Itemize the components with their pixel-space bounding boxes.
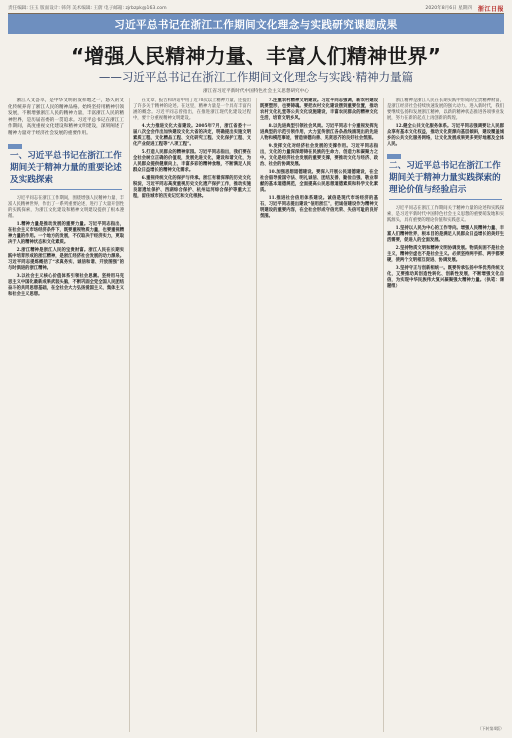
article-body — [8, 98, 504, 732]
main-headline: “增强人民精神力量、丰富人们精神世界” — [70, 44, 442, 68]
section-title: 二、习近平总书记在浙江工作期间关于精神力量实践探索的理论价值与经验启示 — [389, 161, 501, 195]
paragraph: 4.大力推进文化大省建设。2005年7月，浙江省委十一届八次全会作出加快建设文化大省的决定，明确提出实施文明素质工程、文化精品工程、文化研究工程、文化保护工程、文化产业促进工程等“八项工程”。 — [133, 124, 251, 147]
section-rule — [10, 189, 122, 190]
paragraph: 3.坚持守正与创新相统一。既要传承弘扬中华优秀传统文化，又要推动其创造性转化、创新性发展，不断增强文化自信，为实现中华民族伟大复兴凝聚强大精神力量。（执笔：课题组） — [387, 266, 504, 289]
paragraph: 浙江精神是浙江人民在长期实践中形成的宝贵精神财富，是浙江经济社会持续快速发展的强大动力。进入新时代，我们要继续弘扬和发展浙江精神，以新的精神状态推进各项事业发展，努力在新的起点上再创新的辉煌。 — [387, 98, 504, 121]
sub-headline: ——习近平总书记在浙江工作期间文化理念与实践·精神力量篇 — [98, 70, 414, 84]
column-1 — [8, 98, 124, 732]
paragraph: 2.坚持物质文明和精神文明协调发展。物质贫困不是社会主义，精神空虚也不是社会主义。必须坚持两手抓、两手都要硬，使两个文明相互促进、协调发展。 — [387, 246, 504, 263]
section-heading-two — [387, 154, 504, 200]
header-strip — [8, 3, 504, 14]
section-rule — [389, 199, 502, 200]
paragraph: 5.打造人民群众的精神家园。习近平同志指出，我们要在全社会树立正确的价值观，发展先进文化，建设和谐文化，为人民群众提供健康向上、丰富多彩的精神食粮，不断满足人民群众日益增长的精神文化需求。 — [133, 150, 251, 173]
column-divider — [129, 98, 130, 732]
intro-paragraph: 浙江人文荟萃，是中华文明的发祥地之一，悠久的文化传统养育了浙江人民的精神品格。始终坚持用精神引领发展，不断增强浙江人民的精神力量，丰富浙江人民的精神世界，是历届省委的一贯追求。习近平总书记在浙江工作期间，高度重视文化建设和精神文明建设，深刻阐述了精神力量对于经济社会发展的重要作用。 — [8, 98, 124, 136]
section-title: 一、习近平总书记在浙江工作期间关于精神力量的重要论述及实践探索 — [10, 150, 122, 185]
paragraph: 3.以社会主义核心价值体系引领社会思潮。坚持用马克思主义中国化最新成果武装头脑，不断巩固全党全国人民团结奋斗的共同思想基础，在全社会大力弘扬爱国主义、集体主义和社会主义思想。 — [8, 273, 124, 297]
header-right — [425, 4, 504, 13]
paragraph: 2.浙江精神是浙江人民的宝贵财富。浙江人民在长期实践中培育形成的浙江精神，是浙江经济社会发展的动力源泉。习近平同志提炼概括了“求真务实、诚信和谐、开放图强”的与时俱进的浙江精神。 — [8, 247, 124, 271]
editor-credits: 责任编辑: 汪玉 版面设计: 韩剑 美术编辑: 王蔚 电子邮箱: zjrbzpk@163.com — [8, 6, 167, 11]
paragraph: 习近平同志在浙江工作期间，围绕增强人民精神力量、丰富人民精神世界，作出了一系列重要论述，进行了大量开创性的实践探索，为浙江文化建设和精神文明建设提供了根本遵循。 — [8, 195, 124, 219]
paragraph: 8.以先进典型引领社会风尚。习近平同志十分重视发挥先进典型的示范引领作用，大力宣传浙江各条战线涌现出的先进人物和模范事迹，营造崇德向善、见贤思齐的良好社会氛围。 — [260, 124, 378, 141]
column-divider — [256, 98, 257, 732]
paragraph: 习近平同志在浙江工作期间关于精神力量的论述和实践探索，是习近平新时代中国特色社会主义思想的重要萌发地和实践源头，具有重要的理论价值和实践意义。 — [387, 206, 504, 223]
author-byline: 浙江省习近平新时代中国特色社会主义思想研究中心 — [203, 89, 309, 94]
paragraph: 7.注重农村精神文明建设。习近平同志强调，新农村建设既要塑形，也要铸魂。要把农村文化建设摆到重要位置，推动农村文化礼堂等公共文化设施建设，丰富农民群众的精神文化生活，培育文明乡风。 — [260, 98, 378, 121]
continued-note: （下转第4版） — [477, 726, 504, 731]
paragraph: 在文章、报告和讲话中用了近70次以上精神力量，还提出了许多关于精神的论述。在这里，精神力量是一个具有丰富内涵的概念。习近平同志曾指出，在推进浙江现代化建设过程中，要十分重视精神文明建设。 — [133, 98, 251, 121]
section-mark — [8, 144, 22, 149]
paragraph: 11.推进社会信用体系建设。诚信是现代市场经济的基石，习近平同志提出建设“信用浙江”，把诚信建设作为精神文明建设的重要内容，在全社会形成守信光荣、失信可耻的良好氛围。 — [260, 196, 378, 219]
paragraph: 6.重视传统文化的保护与传承。浙江有着深厚的历史文化积淀，习近平同志高度重视历史文化遗产保护工作，推动实施良渚遗址保护、西湖综合保护、杭州运河综合保护等重大工程，留住城市的历史记忆和文化根脉。 — [133, 176, 251, 199]
paragraph: 9.发挥文化对经济社会发展的支撑作用。习近平同志指出，文化的力量深深熔铸在民族的生命力、创造力和凝聚力之中。文化是经济社会发展的重要支撑，要推动文化与经济、政治、社会的协调发展。 — [260, 144, 378, 167]
paragraph: 1.坚持以人民为中心的工作导向。增强人民精神力量、丰富人们精神世界，根本目的是满足人民群众日益增长的美好生活需要，促进人的全面发展。 — [387, 226, 504, 243]
section-heading-one — [8, 144, 124, 190]
topic-banner: 习近平总书记在浙江工作期间文化理念与实践研究课题成果 — [8, 14, 504, 34]
newspaper-logo: 浙江日报 — [477, 5, 504, 13]
section-mark — [387, 154, 401, 159]
paragraph: 10.加强思想道德建设。要深入开展公民道德建设，在全社会倡导爱国守法、明礼诚信、团结友善、勤俭自强、敬业奉献的基本道德规范，全面提高公民思想道德素质和科学文化素质。 — [260, 170, 378, 193]
column-3 — [260, 98, 378, 732]
paragraph: 12.健全公共文化服务体系。习近平同志强调要让人民群众享有基本文化权益，推动文化资源向基层倾斜，建设覆盖城乡的公共文化服务网络，让文化发展成果更多更好地惠及全体人民。 — [387, 124, 504, 147]
column-divider — [383, 98, 384, 732]
column-2 — [133, 98, 251, 732]
column-4 — [387, 98, 504, 732]
paragraph: 1.精神力量是推动发展的重要力量。习近平同志指出，在社会主义市场经济条件下，既要重视物质力量，也要重视精神力量的作用。一个地方的发展，不仅取决于经济实力，更取决于人的精神状态和文化素质。 — [8, 221, 124, 245]
issue-date: 2020年8月6日 星期四 — [425, 6, 472, 11]
